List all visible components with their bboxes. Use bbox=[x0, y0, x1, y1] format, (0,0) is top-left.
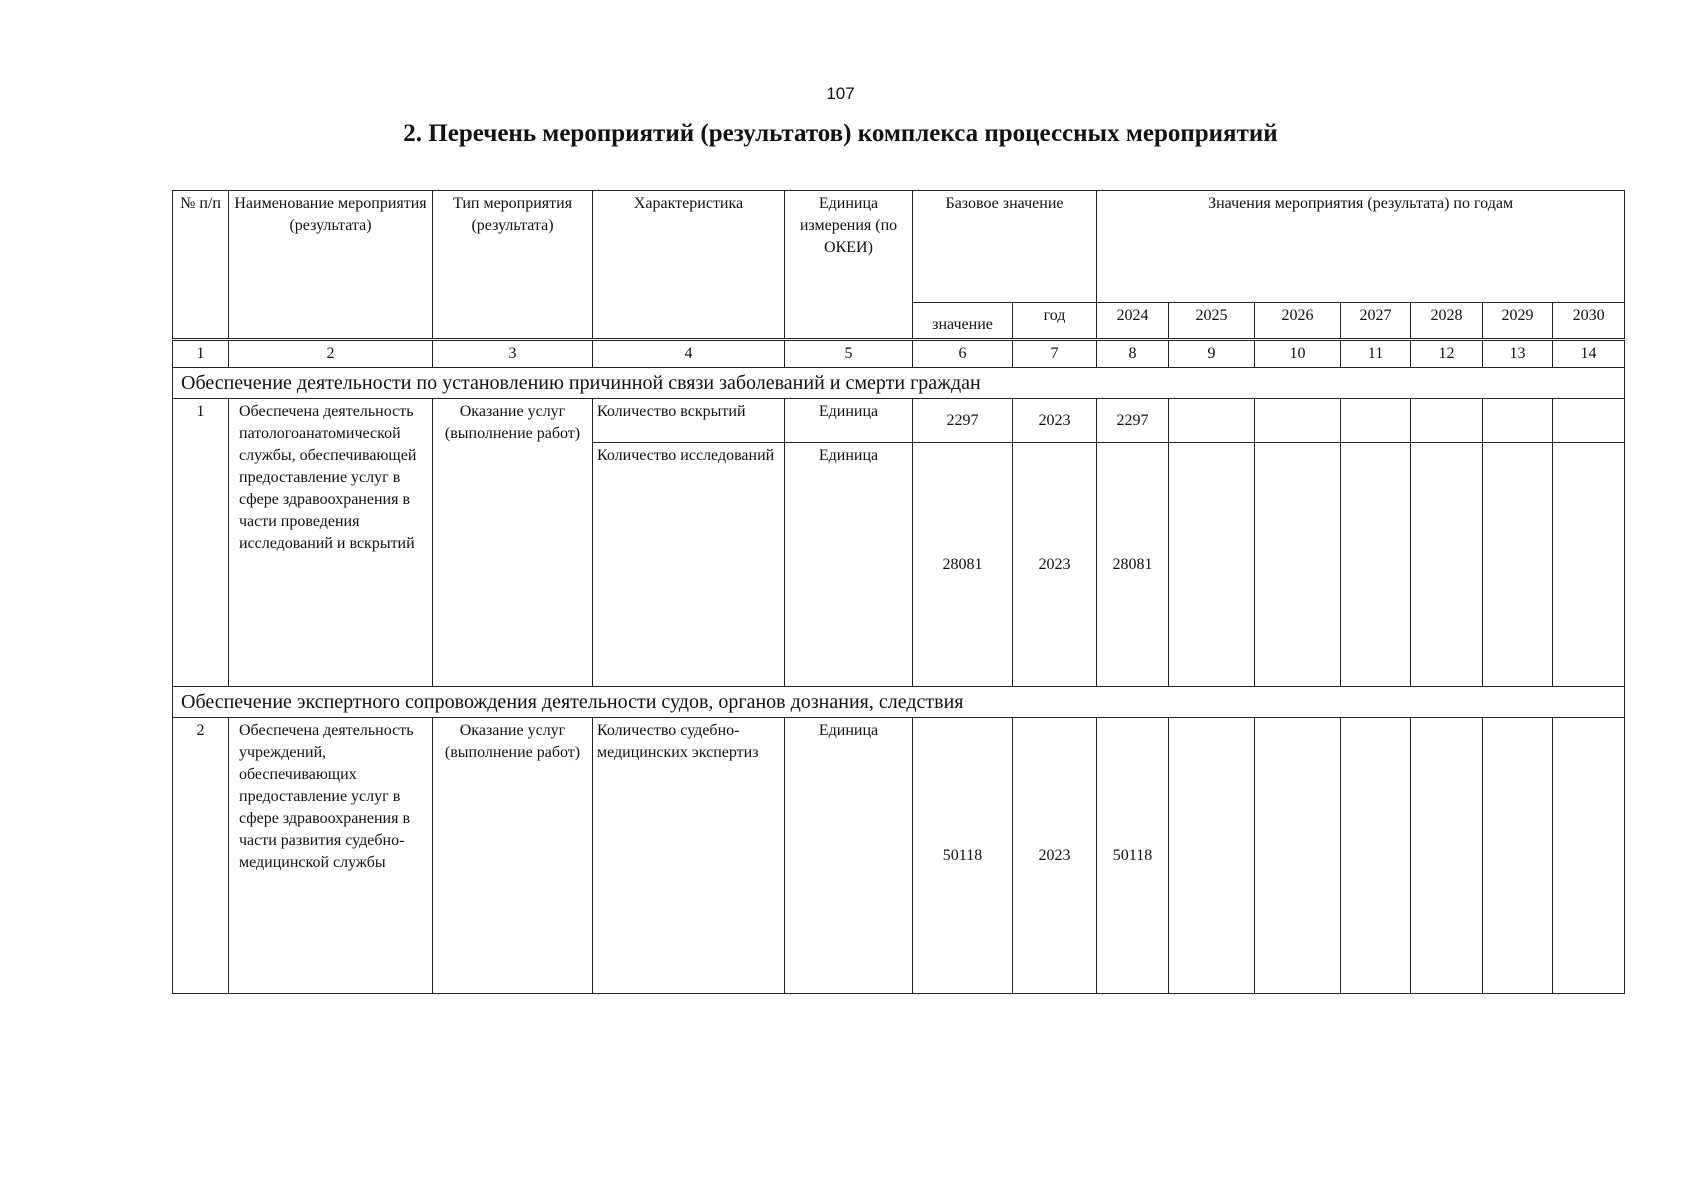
page-number: 107 bbox=[826, 84, 855, 103]
table-row bbox=[173, 718, 1625, 994]
row-value-empty bbox=[1169, 443, 1255, 687]
row-value-2024: 50118 bbox=[1097, 718, 1169, 994]
header-year: 2026 bbox=[1255, 303, 1341, 339]
header-base-value: значение bbox=[913, 303, 1013, 339]
row-unit: Единица bbox=[785, 718, 913, 994]
row-value-empty bbox=[1169, 399, 1255, 443]
row-value-empty bbox=[1483, 718, 1553, 994]
row-name: Обеспечена деятельность учреждений, обеспечивающих предоставление услуг в сфере здравоохранения в части развития судебно-медицинской службы bbox=[229, 718, 433, 994]
column-number: 5 bbox=[785, 341, 913, 368]
column-number: 7 bbox=[1013, 341, 1097, 368]
row-value-empty bbox=[1341, 399, 1411, 443]
row-base-value: 50118 bbox=[913, 718, 1013, 994]
row-value-empty bbox=[1169, 718, 1255, 994]
row-value-empty bbox=[1411, 399, 1483, 443]
column-number: 4 bbox=[593, 341, 785, 368]
row-base-value: 2297 bbox=[913, 399, 1013, 443]
row-num: 2 bbox=[173, 718, 229, 994]
row-num: 1 bbox=[173, 399, 229, 687]
row-base-year: 2023 bbox=[1013, 443, 1097, 687]
header-name: Наименование мероприятия (результата) bbox=[229, 191, 433, 339]
column-number: 6 bbox=[913, 341, 1013, 368]
column-number: 10 bbox=[1255, 341, 1341, 368]
header-base: Базовое значение bbox=[913, 191, 1097, 303]
row-characteristic: Количество исследований bbox=[593, 443, 785, 687]
header-years-group: Значения мероприятия (результата) по годам bbox=[1097, 191, 1625, 303]
header-year: 2027 bbox=[1341, 303, 1411, 339]
header-num: № п/п bbox=[173, 191, 229, 339]
column-number: 13 bbox=[1483, 341, 1553, 368]
section-row bbox=[173, 368, 1625, 399]
header-characteristic: Характеристика bbox=[593, 191, 785, 339]
column-number: 12 bbox=[1411, 341, 1483, 368]
row-value-2024: 2297 bbox=[1097, 399, 1169, 443]
row-value-empty bbox=[1553, 443, 1625, 687]
row-value-empty bbox=[1483, 443, 1553, 687]
row-characteristic: Количество вскрытий bbox=[593, 399, 785, 443]
row-base-year: 2023 bbox=[1013, 718, 1097, 994]
row-name: Обеспечена деятельность патологоанатомической службы, обеспечивающей предоставление услуг в сфере здравоохранения в части проведения исследований и вскрытий bbox=[229, 399, 433, 687]
column-number: 2 bbox=[229, 341, 433, 368]
table-row bbox=[173, 399, 1625, 443]
header-type: Тип мероприятия (результата) bbox=[433, 191, 593, 339]
column-number: 3 bbox=[433, 341, 593, 368]
row-value-empty bbox=[1255, 718, 1341, 994]
header-unit: Единица измерения (по ОКЕИ) bbox=[785, 191, 913, 339]
row-unit: Единица bbox=[785, 399, 913, 443]
column-number-row bbox=[173, 341, 1625, 368]
column-number: 1 bbox=[173, 341, 229, 368]
row-value-empty bbox=[1553, 399, 1625, 443]
section-title: Обеспечение экспертного сопровождения деятельности судов, органов дознания, следствия bbox=[173, 687, 1625, 718]
header-year: 2028 bbox=[1411, 303, 1483, 339]
header-year: 2030 bbox=[1553, 303, 1625, 339]
section-row bbox=[173, 687, 1625, 718]
header-year: 2025 bbox=[1169, 303, 1255, 339]
table-header bbox=[172, 190, 1625, 339]
row-characteristic: Количество судебно-медицинских экспертиз bbox=[593, 718, 785, 994]
row-base-year: 2023 bbox=[1013, 399, 1097, 443]
column-number: 8 bbox=[1097, 341, 1169, 368]
row-value-empty bbox=[1553, 718, 1625, 994]
header-year: 2024 bbox=[1097, 303, 1169, 339]
row-value-empty bbox=[1411, 443, 1483, 687]
table-body bbox=[172, 340, 1625, 994]
row-unit: Единица bbox=[785, 443, 913, 687]
column-number: 11 bbox=[1341, 341, 1411, 368]
row-value-empty bbox=[1255, 443, 1341, 687]
header-base-year: год bbox=[1013, 303, 1097, 339]
row-type: Оказание услуг (выполнение работ) bbox=[433, 399, 593, 687]
column-number: 9 bbox=[1169, 341, 1255, 368]
row-value-empty bbox=[1341, 443, 1411, 687]
section-title: Обеспечение деятельности по установлению причинной связи заболеваний и смерти граждан bbox=[173, 368, 1625, 399]
row-value-empty bbox=[1255, 399, 1341, 443]
row-base-value: 28081 bbox=[913, 443, 1013, 687]
row-value-empty bbox=[1483, 399, 1553, 443]
row-value-empty bbox=[1341, 718, 1411, 994]
page-title: 2. Перечень мероприятий (результатов) комплекса процессных мероприятий bbox=[403, 120, 1278, 147]
row-type: Оказание услуг (выполнение работ) bbox=[433, 718, 593, 994]
column-number: 14 bbox=[1553, 341, 1625, 368]
row-value-2024: 28081 bbox=[1097, 443, 1169, 687]
header-year: 2029 bbox=[1483, 303, 1553, 339]
row-value-empty bbox=[1411, 718, 1483, 994]
